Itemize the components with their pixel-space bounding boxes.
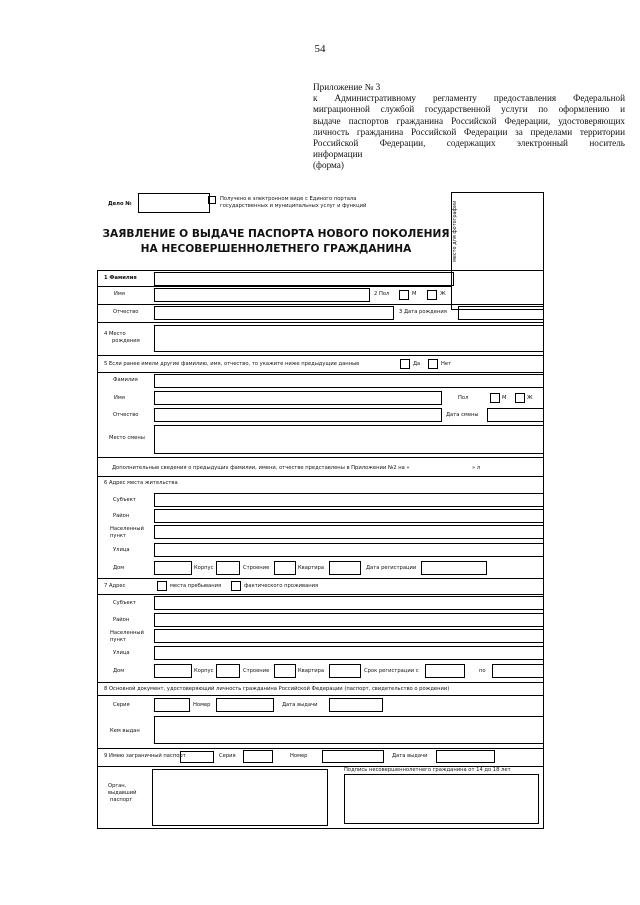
appendix-line: информации (313, 149, 363, 160)
label-subject-7: Субъект (113, 600, 136, 606)
signature-label: Подпись несовершеннолетнего гражданина от 14 до 18 лет (344, 767, 511, 773)
birthplace-field[interactable] (154, 325, 544, 352)
label-change-date: Дата смены (446, 412, 479, 418)
building-field-7[interactable] (216, 664, 240, 678)
doc-series-field[interactable] (154, 698, 190, 712)
label-fp-issue-date: Дата выдачи (392, 753, 428, 759)
sex-male-checkbox[interactable] (399, 290, 409, 300)
reg-date-field[interactable] (421, 561, 487, 575)
label-doc-number: Номер (193, 702, 211, 708)
prev-sex-female-label: Ж (527, 395, 533, 401)
additional-info-note: Дополнительные сведения о предыдущих фамилии, имени, отчестве представлены в Приложении №2 на « (112, 465, 410, 471)
label-locality: Населенный (110, 526, 144, 532)
label-district: Район (113, 513, 130, 519)
label-change-place: Место смены (109, 435, 145, 441)
prev-names-yes-label: Да (413, 361, 421, 367)
district-field[interactable] (154, 509, 544, 523)
label-birthplace: 4 Место (104, 331, 126, 337)
label-street: Улица (113, 547, 130, 553)
sex-female-checkbox[interactable] (427, 290, 437, 300)
label-district-7: Район (113, 617, 130, 623)
label-structure-7: Строение (243, 668, 270, 674)
building-field[interactable] (216, 561, 240, 575)
label-issued-by: Кем выдан (110, 728, 140, 734)
reg-term-from-field[interactable] (425, 664, 465, 678)
stay-place-checkbox[interactable] (157, 581, 167, 591)
fp-series-field[interactable] (243, 750, 273, 763)
patronymic-field[interactable] (154, 306, 394, 320)
birth-date-field[interactable] (458, 306, 544, 320)
appendix-line: личность гражданина Российской Федерации за пределами территории (313, 126, 625, 137)
sex-male-label: М (412, 291, 417, 297)
section5-question: 5 Если ранее имели другие фамилию, имя, отчество, то укажите ниже предыдущие данные (104, 361, 360, 367)
subject-field-7[interactable] (154, 596, 544, 610)
fp-issue-date-field[interactable] (436, 750, 495, 763)
label-surname: 1 Фамилия (104, 275, 137, 281)
prev-sex-male-label: М (502, 395, 507, 401)
change-place-field[interactable] (154, 425, 544, 454)
label-prev-name: Имя (114, 395, 125, 401)
appendix-form-label: (форма) (313, 160, 344, 171)
case-number-label: Дело № (108, 201, 132, 207)
label-subject: Субъект (113, 497, 136, 503)
appendix-line: миграционной службой государственной услуги по оформлению и (313, 104, 625, 115)
label-name: Имя (114, 291, 125, 297)
surname-field[interactable] (154, 272, 454, 286)
label-locality-2: пункт (110, 533, 127, 539)
prev-sex-male-checkbox[interactable] (490, 393, 500, 403)
section7-title: 7 Адрес (104, 583, 126, 589)
label-fp-series: Серия (219, 753, 236, 759)
prev-sex-female-checkbox[interactable] (515, 393, 525, 403)
locality-field-7[interactable] (154, 629, 544, 643)
case-number-field[interactable] (138, 193, 210, 213)
label-house-7: Дом (113, 668, 125, 674)
section9-title: 9 Имею заграничный паспорт (104, 753, 186, 759)
label-street-7: Улица (113, 650, 130, 656)
doc-number-field[interactable] (216, 698, 274, 712)
street-field[interactable] (154, 543, 544, 557)
actual-residence-checkbox[interactable] (231, 581, 241, 591)
label-fp-authority-2: выдавший (108, 790, 137, 796)
label-birth-date: 3 Дата рождения (399, 309, 447, 315)
label-prev-patronymic: Отчество (113, 412, 139, 418)
house-field[interactable] (154, 561, 192, 575)
label-building: Корпус (194, 565, 214, 571)
received-note-2: государственных и муниципальных услуг и функций (220, 203, 367, 209)
structure-field[interactable] (274, 561, 296, 575)
label-birthplace-2: рождения (112, 338, 140, 344)
change-date-field[interactable] (487, 408, 544, 422)
page-number: 54 (314, 43, 326, 55)
apartment-field[interactable] (329, 561, 361, 575)
label-apartment: Квартира (298, 565, 325, 571)
label-fp-number: Номер (290, 753, 308, 759)
form-title-line1: ЗАЯВЛЕНИЕ О ВЫДАЧЕ ПАСПОРТА НОВОГО ПОКОЛЕНИЯ (102, 228, 450, 240)
prev-names-no-label: Нет (441, 361, 452, 367)
reg-term-to-field[interactable] (492, 664, 544, 678)
appendix-line: к Административному регламенту предоставления Федеральной (313, 93, 625, 104)
label-sex: 2 Пол (374, 291, 390, 297)
received-checkbox[interactable] (208, 196, 216, 204)
label-patronymic: Отчество (113, 309, 139, 315)
label-fp-authority-3: паспорт (110, 797, 133, 803)
label-doc-series: Серия (113, 702, 130, 708)
street-field-7[interactable] (154, 646, 544, 660)
section6-title: 6 Адрес места жительства (104, 480, 178, 486)
label-prev-sex: Пол (458, 395, 469, 401)
district-field-7[interactable] (154, 613, 544, 627)
label-doc-issue-date: Дата выдачи (282, 702, 318, 708)
structure-field-7[interactable] (274, 664, 296, 678)
label-locality-7-2: пункт (110, 637, 127, 643)
stay-place-label: места пребывания (170, 583, 222, 589)
label-reg-date: Дата регистрации (366, 565, 417, 571)
appendix-line: Российской Федерации, содержащих электронный носитель (313, 138, 625, 149)
form-title-line2: НА НЕСОВЕРШЕННОЛЕТНЕГО ГРАЖДАНИНА (140, 243, 412, 255)
prev-names-yes-checkbox[interactable] (400, 359, 410, 369)
prev-names-no-checkbox[interactable] (428, 359, 438, 369)
prev-name-field[interactable] (154, 391, 442, 405)
photo-label: место для фотографии (452, 200, 458, 262)
fp-authority-field[interactable] (152, 769, 328, 826)
label-reg-to: по (479, 668, 486, 674)
received-note: Получено в электронном виде с Единого портала (220, 196, 357, 202)
fp-number-field[interactable] (322, 750, 384, 763)
issued-by-field[interactable] (154, 716, 544, 744)
doc-issue-date-field[interactable] (329, 698, 383, 712)
prev-surname-field[interactable] (154, 374, 544, 388)
locality-field[interactable] (154, 525, 544, 539)
signature-field[interactable] (344, 774, 539, 824)
label-locality-7: Населенный (110, 630, 144, 636)
label-apartment-7: Квартира (298, 668, 325, 674)
section8-title: 8 Основной документ, удостоверяющий личность гражданина Российской Федерации (паспорт, свидетельство о рождении) (104, 686, 450, 692)
appendix-header (313, 82, 625, 172)
appendix-line: выдаче паспортов гражданина Российской Федерации, удостоверяющих (313, 115, 625, 126)
label-house: Дом (113, 565, 125, 571)
actual-residence-label: фактического проживания (244, 583, 319, 589)
apartment-field-7[interactable] (329, 664, 361, 678)
label-prev-surname: Фамилия (113, 377, 138, 383)
additional-info-end: » л (472, 465, 481, 471)
appendix-title: Приложение № 3 (313, 82, 381, 92)
foreign-passport-field[interactable] (180, 751, 214, 763)
prev-patronymic-field[interactable] (154, 408, 442, 422)
name-field[interactable] (154, 288, 370, 302)
label-structure: Строение (243, 565, 270, 571)
label-reg-term: Срок регистрации с (364, 668, 419, 674)
sex-female-label: Ж (440, 291, 446, 297)
label-fp-authority: Орган, (108, 783, 127, 789)
label-building-7: Корпус (194, 668, 214, 674)
house-field-7[interactable] (154, 664, 192, 678)
subject-field[interactable] (154, 493, 544, 507)
